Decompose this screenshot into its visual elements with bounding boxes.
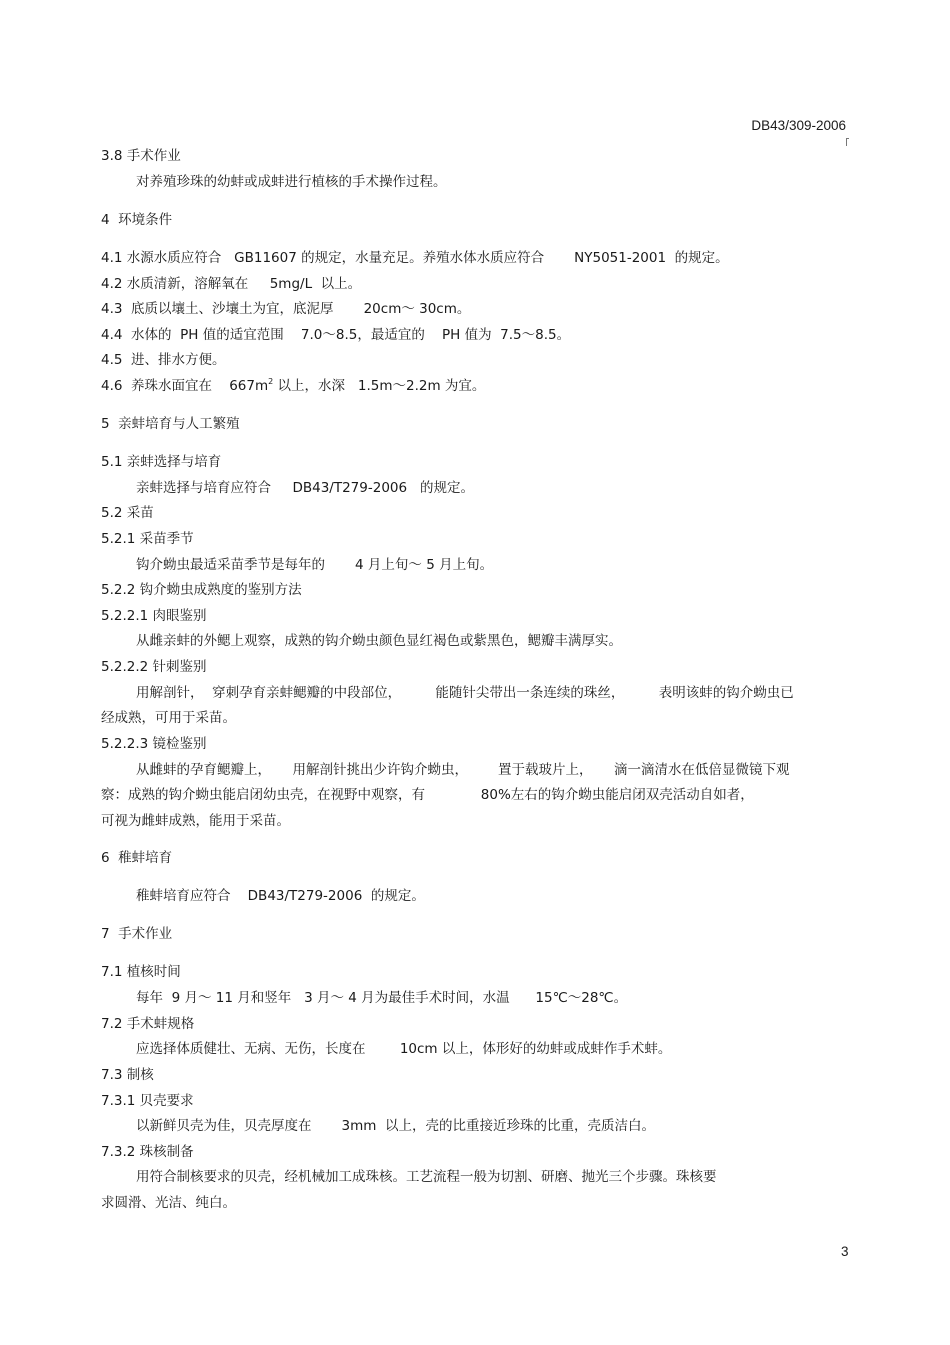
section-7-3-1-text: 以新鲜贝壳为佳，贝壳厚度在 3mm 以上，壳的比重接近珍珠的比重，壳质洁白。	[136, 1118, 656, 1134]
section-4-6-text-b: 以上，水深 1.5m～2.2m 为宜。	[273, 378, 486, 394]
section-4-heading: 4 环境条件	[101, 212, 173, 228]
section-5-2-2-2-heading: 5.2.2.2 针刺鉴别	[101, 659, 207, 675]
section-5-2-2-heading: 5.2.2 钩介蚴虫成熟度的鉴别方法	[101, 582, 302, 598]
section-7-1-text: 每年 9 月～ 11 月和竖年 3 月～ 4 月为最佳手术时间，水温 15℃～28℃。	[136, 990, 628, 1006]
section-4-6-text	[101, 377, 485, 397]
section-7-3-2-text-1: 用符合制核要求的贝壳，经机械加工成珠核。工艺流程一般为切割、研磨、抛光三个步骤。珠核要	[136, 1169, 717, 1185]
section-7-3-2-text-2: 求圆滑、光洁、纯白。	[101, 1195, 236, 1211]
header-corner-mark	[846, 138, 847, 146]
document-id-header: DB43/309-2006	[751, 118, 846, 133]
section-3-8-text: 对养殖珍珠的幼蚌或成蚌进行植核的手术操作过程。	[136, 174, 447, 190]
section-3-8-heading: 3.8 手术作业	[101, 148, 181, 164]
section-5-heading: 5 亲蚌培育与人工繁殖	[101, 416, 240, 432]
section-4-2-text: 4.2 水质清新，溶解氧在 5mg/L 以上。	[101, 276, 362, 292]
section-4-5-text: 4.5 进、排水方便。	[101, 352, 226, 368]
section-4-3-text: 4.3 底质以壤土、沙壤土为宜，底泥厚 20cm～ 30cm。	[101, 301, 471, 317]
section-7-2-heading: 7.2 手术蚌规格	[101, 1016, 195, 1032]
section-5-2-2-1-heading: 5.2.2.1 肉眼鉴别	[101, 608, 207, 624]
section-5-2-1-heading: 5.2.1 采苗季节	[101, 531, 194, 547]
section-4-4-text: 4.4 水体的 PH 值的适宜范围 7.0～8.5，最适宜的 PH 值为 7.5～8.5。	[101, 327, 571, 343]
section-5-2-2-3-text-2: 察：成熟的钩介蚴虫能启闭幼虫壳，在视野中观察，有 80%左右的钩介蚴虫能启闭双壳活动自如者，	[101, 787, 754, 803]
section-7-heading: 7 手术作业	[101, 926, 173, 942]
section-5-2-2-2-text-2: 经成熟，可用于采苗。	[101, 710, 236, 726]
section-6-text: 稚蚌培育应符合 DB43/T279-2006 的规定。	[136, 888, 425, 904]
section-5-2-2-1-text: 从雌亲蚌的外鳃上观察，成熟的钩介蚴虫颜色显红褐色或紫黑色，鳃瓣丰满厚实。	[136, 633, 622, 649]
section-5-2-2-3-text-1: 从雌蚌的孕育鳃瓣上， 用解剖针挑出少许钩介蚴虫， 置于载玻片上， 滴一滴清水在低倍显微镜下观	[136, 762, 790, 778]
section-5-2-2-2-text-1: 用解剖针， 穿刺孕育亲蚌鳃瓣的中段部位， 能随针尖带出一条连续的珠丝， 表明该蚌的钩介蚴虫已	[136, 685, 794, 701]
superscript-2: 2	[268, 377, 274, 386]
page-number: 3	[841, 1244, 849, 1259]
section-4-6-text-a: 4.6 养珠水面宜在 667m	[101, 378, 269, 394]
section-7-1-heading: 7.1 植核时间	[101, 964, 181, 980]
section-7-3-1-heading: 7.3.1 贝壳要求	[101, 1093, 194, 1109]
section-6-heading: 6 稚蚌培育	[101, 850, 173, 866]
section-5-2-heading: 5.2 采苗	[101, 505, 154, 521]
section-5-1-text: 亲蚌选择与培育应符合 DB43/T279-2006 的规定。	[136, 480, 474, 496]
section-7-3-heading: 7.3 制核	[101, 1067, 154, 1083]
section-5-1-heading: 5.1 亲蚌选择与培育	[101, 454, 222, 470]
section-4-1-text: 4.1 水源水质应符合 GB11607 的规定，水量充足。养殖水体水质应符合 NY5051-2001 的规定。	[101, 250, 729, 266]
section-5-2-2-3-text-3: 可视为雌蚌成熟，能用于采苗。	[101, 813, 290, 829]
section-7-3-2-heading: 7.3.2 珠核制备	[101, 1144, 194, 1160]
section-7-2-text: 应选择体质健壮、无病、无伤，长度在 10cm 以上，体形好的幼蚌或成蚌作手术蚌。	[136, 1041, 672, 1057]
section-5-2-2-3-heading: 5.2.2.3 镜检鉴别	[101, 736, 207, 752]
section-5-2-1-text: 钩介蚴虫最适采苗季节是每年的 4 月上旬～ 5 月上旬。	[136, 557, 494, 573]
